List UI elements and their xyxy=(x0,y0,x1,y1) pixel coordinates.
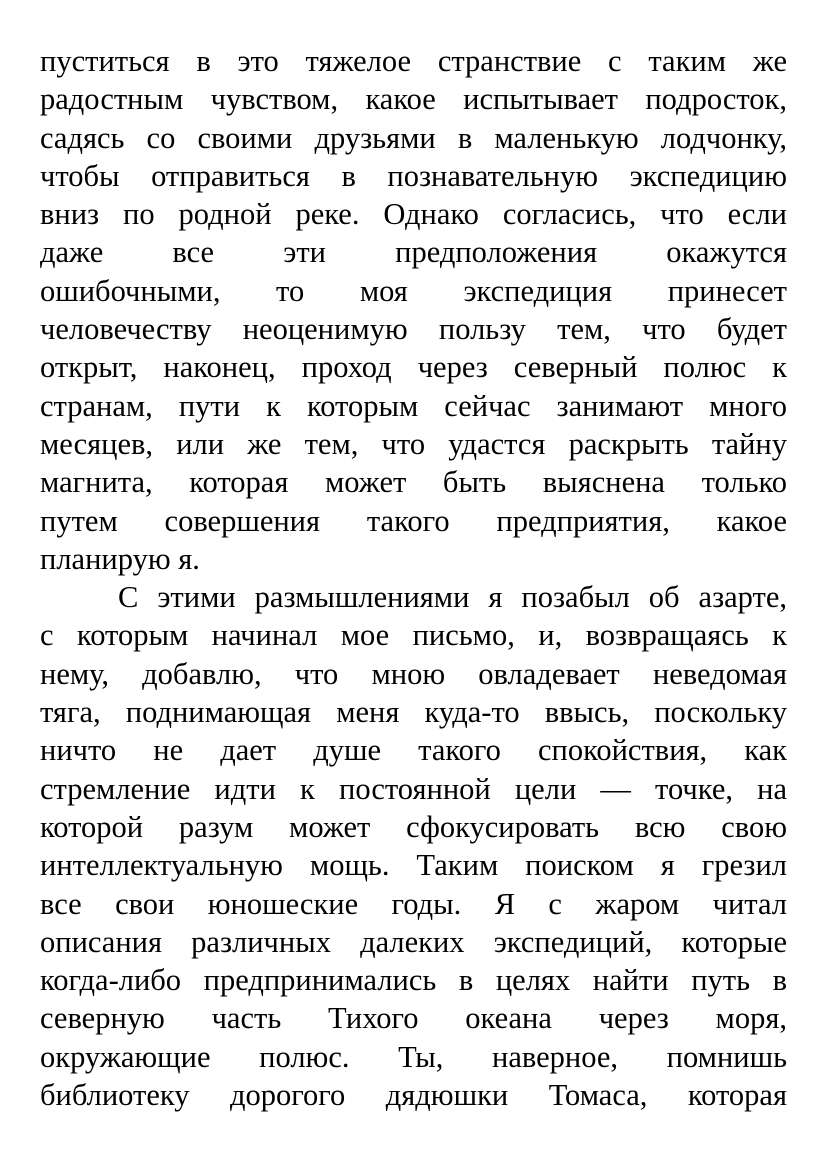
text-line: пуститься в это тяжелое странствие с таким же xyxy=(40,44,787,78)
text-line: все свои юношеские годы. Я с жаром читал xyxy=(40,886,787,921)
text-line: интеллектуальную мощь. Таким поиском я грезил xyxy=(40,848,787,883)
text-line: ошибочными, то моя экспедиция принесет xyxy=(40,273,787,308)
text-line: даже все эти предположения окажутся xyxy=(40,235,787,270)
document-page xyxy=(40,42,787,1114)
text-line: ничто не дает душе такого спокойствия, как xyxy=(40,733,787,768)
text-line: которой разум может сфокусировать всю свою xyxy=(40,809,787,844)
text-line: вниз по родной реке. Однако согласись, что если xyxy=(40,197,787,232)
text-line: С этими размышлениями я позабыл об азарте, xyxy=(118,580,787,615)
text-line: странам, пути к которым сейчас занимают много xyxy=(40,388,787,423)
text-line: библиотеку дорогого дядюшки Томаса, которая xyxy=(40,1078,787,1113)
text-line: когда-либо предпринимались в целях найти путь в xyxy=(40,963,787,998)
text-line: чтобы отправиться в познавательную экспедицию xyxy=(40,158,787,193)
text-line: нему, добавлю, что мною овладевает неведомая xyxy=(40,656,787,691)
text-line: описания различных далеких экспедиций, которые xyxy=(40,924,787,959)
text-line: открыт, наконец, проход через северный полюс к xyxy=(40,350,787,385)
text-line: радостным чувством, какое испытывает подросток, xyxy=(40,82,787,117)
text-line: месяцев, или же тем, что удастся раскрыть тайну xyxy=(40,426,787,461)
paragraph-2 xyxy=(40,578,787,1114)
text-line: окружающие полюс. Ты, наверное, помнишь xyxy=(40,1039,787,1074)
text-line: северную часть Тихого океана через моря, xyxy=(40,1001,787,1036)
paragraph-1 xyxy=(40,42,787,578)
text-line: человечеству неоценимую пользу тем, что будет xyxy=(40,312,787,347)
text-line: тяга, поднимающая меня куда-то ввысь, поскольку xyxy=(40,695,787,730)
text-line: садясь со своими друзьями в маленькую лодчонку, xyxy=(40,120,787,155)
text-line: планирую я. xyxy=(40,541,200,576)
text-line: путем совершения такого предприятия, какое xyxy=(40,503,787,538)
text-line: с которым начинал мое письмо, и, возвращаясь к xyxy=(40,618,787,653)
text-line: стремление идти к постоянной цели — точке, на xyxy=(40,771,787,806)
text-line: магнита, которая может быть выяснена только xyxy=(40,465,787,500)
